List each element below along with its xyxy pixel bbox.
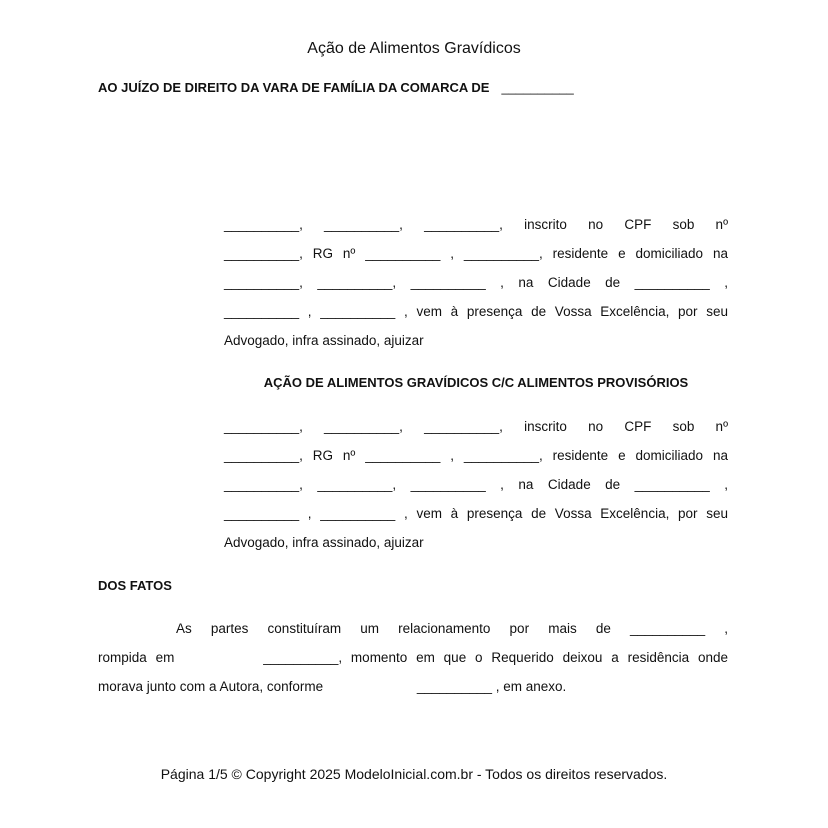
- facts-line: [98, 678, 728, 707]
- page-title: Ação de Alimentos Gravídicos: [307, 40, 521, 57]
- party-block-plaintiff: [224, 216, 728, 361]
- party-line: Advogado, infra assinado, ajuizar: [224, 535, 424, 550]
- facts-paragraph: [98, 620, 728, 707]
- party-line: __________, RG nº __________ , __________, residente e domiciliado na: [224, 448, 728, 463]
- party-line: __________, RG nº __________ , __________, residente e domiciliado na: [224, 246, 728, 261]
- comarca-blank: __________: [501, 80, 574, 95]
- action-title: AÇÃO DE ALIMENTOS GRAVÍDICOS C/C ALIMENTOS PROVISÓRIOS: [263, 375, 689, 390]
- party-line: __________ , __________ , vem à presença de Vossa Excelência, por seu: [224, 506, 728, 521]
- facts-text: morava junto com a Autora, conforme: [98, 679, 324, 694]
- court-address: [98, 80, 574, 95]
- court-address-text: AO JUÍZO DE DIREITO DA VARA DE FAMÍLIA DA COMARCA DE: [98, 80, 490, 95]
- party-line: Advogado, infra assinado, ajuizar: [224, 333, 424, 348]
- party-line: __________, __________, __________ , na Cidade de __________ ,: [224, 477, 728, 492]
- facts-text: rompida em: [98, 650, 175, 665]
- party-line: __________, __________, __________ , na Cidade de __________ ,: [224, 275, 728, 290]
- section-heading-facts: DOS FATOS: [98, 578, 172, 593]
- page-footer: Página 1/5 © Copyright 2025 ModeloInicial.com.br - Todos os direitos reservados.: [160, 766, 668, 782]
- party-line: __________ , __________ , vem à presença de Vossa Excelência, por seu: [224, 304, 728, 319]
- party-line: __________, __________, __________, inscrito no CPF sob nº: [224, 419, 728, 434]
- facts-text: __________ , em anexo.: [416, 679, 567, 694]
- facts-text: As partes constituíram um relacionamento por mais de: [176, 621, 611, 636]
- facts-line: [98, 649, 728, 678]
- facts-blank: __________ ,: [630, 621, 728, 636]
- facts-text: __________, momento em que o Requerido deixou a residência onde: [263, 650, 728, 665]
- party-block-defendant: [224, 418, 728, 563]
- party-line: __________, __________, __________, inscrito no CPF sob nº: [224, 217, 728, 232]
- facts-line: [98, 620, 728, 649]
